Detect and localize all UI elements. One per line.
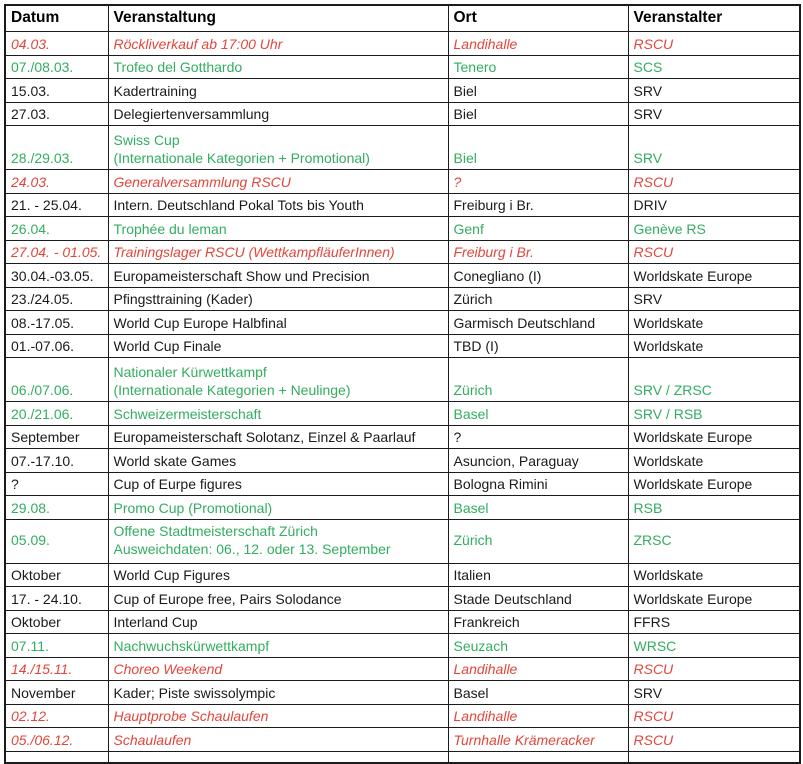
table-row — [5, 610, 800, 634]
cell-veranstaltung — [108, 287, 448, 311]
cell-datum: 06./07.06. — [5, 358, 108, 402]
cell-veranstaltung — [108, 704, 448, 728]
cell-veranstaltung — [108, 472, 448, 496]
table-row — [5, 472, 800, 496]
header-row — [5, 5, 800, 32]
cell-ort: ? — [448, 170, 628, 194]
cell-ort: Frankreich — [448, 610, 628, 634]
cell-datum: 21. - 25.04. — [5, 193, 108, 217]
event-line: World skate Games — [113, 452, 237, 469]
cell-ort: Stade Deutschland — [448, 587, 628, 611]
cell-ort: Basel — [448, 681, 628, 705]
event-line: Europameisterschaft Show und Precision — [113, 267, 370, 284]
cell-datum: 01.-07.06. — [5, 334, 108, 358]
cell-veranstalter: RSCU — [628, 240, 800, 264]
cell-ort: Genf — [448, 217, 628, 241]
event-line: Trainingslager RSCU (WettkampfläuferInnen) — [113, 244, 395, 260]
cell-ort: ? — [448, 425, 628, 449]
cell-veranstaltung — [108, 587, 448, 611]
event-line: Offene Stadtmeisterschaft Zürich — [113, 523, 318, 539]
cell-datum: 05./06.12. — [5, 728, 108, 752]
cell-veranstaltung — [108, 519, 448, 563]
cell-veranstaltung — [108, 358, 448, 402]
cell-datum: ? — [5, 472, 108, 496]
cell-veranstaltung — [108, 334, 448, 358]
cell-veranstaltung — [108, 728, 448, 752]
cell-datum: 29.08. — [5, 496, 108, 520]
cell-veranstalter: SRV / RSB — [628, 402, 800, 426]
event-line: Interland Cup — [113, 614, 198, 630]
cell-veranstalter: RSCU — [628, 704, 800, 728]
table-body — [5, 32, 800, 763]
cell-ort: Italien — [448, 563, 628, 587]
cell-ort: Freiburg i Br. — [448, 193, 628, 217]
cell-datum: 14./15.11. — [5, 657, 108, 681]
table-row — [5, 563, 800, 587]
cell-veranstaltung — [108, 425, 448, 449]
cell-ort: Turnhalle Krämeracker — [448, 728, 628, 752]
event-line: World Cup Europe Halbfinal — [113, 314, 287, 331]
event-line: Intern. Deutschland Pokal Tots bis Youth — [113, 197, 364, 213]
cell-ort: Garmisch Deutschland — [448, 311, 628, 335]
cell-veranstaltung — [108, 311, 448, 335]
cell-veranstaltung — [108, 264, 448, 288]
event-line: Nationaler Kürwettkampf — [113, 364, 267, 380]
table-row — [5, 449, 800, 473]
event-schedule-table — [4, 4, 801, 764]
cell-ort: Landihalle — [448, 32, 628, 56]
cell-ort: Zürich — [448, 358, 628, 402]
event-line: Hauptprobe Schaulaufen — [113, 708, 269, 724]
cell-datum: 05.09. — [5, 519, 108, 563]
cell-datum: 02.12. — [5, 704, 108, 728]
cell-veranstaltung — [108, 449, 448, 473]
table-row — [5, 519, 800, 563]
cell-veranstalter: Worldskate — [628, 449, 800, 473]
table-row — [5, 102, 800, 126]
cell-veranstalter: Worldskate Europe — [628, 587, 800, 611]
cell-veranstalter: SCS — [628, 55, 800, 79]
table-row — [5, 334, 800, 358]
cell-datum: 08.-17.05. — [5, 311, 108, 335]
cell-veranstalter: RSCU — [628, 657, 800, 681]
cell-datum: 17. - 24.10. — [5, 587, 108, 611]
cell-datum: November — [5, 681, 108, 705]
cell-ort: Asuncion, Paraguay — [448, 449, 628, 473]
table-row — [5, 634, 800, 658]
cell-datum: 27.03. — [5, 102, 108, 126]
cell-veranstalter: RSCU — [628, 32, 800, 56]
table-row — [5, 657, 800, 681]
table-row — [5, 240, 800, 264]
event-line: (Internationale Kategorien + Promotional) — [113, 150, 370, 166]
cell-datum: Oktober — [5, 610, 108, 634]
cell-veranstaltung — [108, 55, 448, 79]
cell-datum: 07./08.03. — [5, 55, 108, 79]
cell-veranstaltung — [108, 126, 448, 170]
cell-ort: Tenero — [448, 55, 628, 79]
column-header-datum: Datum — [5, 5, 108, 32]
cell-datum: 04.03. — [5, 32, 108, 56]
cut-off-cell — [448, 751, 628, 763]
event-line: Röckliverkauf ab 17:00 Uhr — [113, 35, 283, 52]
table-row — [5, 264, 800, 288]
cell-veranstalter: SRV / ZRSC — [628, 358, 800, 402]
cut-off-cell — [628, 751, 800, 763]
event-line: Nachwuchskürwettkampf — [113, 637, 270, 654]
cell-veranstaltung — [108, 681, 448, 705]
event-line: Choreo Weekend — [113, 661, 223, 677]
cell-veranstalter: SRV — [628, 681, 800, 705]
cell-veranstalter: SRV — [628, 126, 800, 170]
table-row — [5, 55, 800, 79]
cell-datum: 20./21.06. — [5, 402, 108, 426]
event-line: Trophée du leman — [113, 220, 227, 237]
event-line: Schaulaufen — [113, 731, 192, 748]
event-line: Europameisterschaft Solotanz, Einzel & Paarlauf — [113, 429, 416, 445]
cell-datum: 07.-17.10. — [5, 449, 108, 473]
cell-ort: Landihalle — [448, 704, 628, 728]
event-line: Ausweichdaten: 06., 12. oder 13. September — [113, 541, 391, 557]
cell-datum: 28./29.03. — [5, 126, 108, 170]
cell-datum: 30.04.-03.05. — [5, 264, 108, 288]
event-line: Promo Cup (Promotional) — [113, 499, 273, 516]
cell-veranstaltung — [108, 32, 448, 56]
event-line: Trofeo del Gotthardo — [113, 59, 243, 75]
cell-veranstalter: SRV — [628, 79, 800, 103]
cell-datum: 23./24.05. — [5, 287, 108, 311]
event-line: Swiss Cup — [113, 132, 180, 148]
cell-veranstaltung — [108, 634, 448, 658]
table-row — [5, 402, 800, 426]
cell-veranstaltung — [108, 79, 448, 103]
cell-ort: Biel — [448, 79, 628, 103]
cell-datum: September — [5, 425, 108, 449]
cell-ort: Freiburg i Br. — [448, 240, 628, 264]
table-row — [5, 358, 800, 402]
table-row — [5, 496, 800, 520]
table-row — [5, 32, 800, 56]
cell-ort: Seuzach — [448, 634, 628, 658]
cell-veranstaltung — [108, 193, 448, 217]
cell-datum: 26.04. — [5, 217, 108, 241]
event-line: Kader; Piste swissolympic — [113, 684, 276, 701]
column-header-ort: Ort — [448, 5, 628, 32]
cut-off-cell — [108, 751, 448, 763]
cell-ort: Zürich — [448, 287, 628, 311]
cell-veranstalter: SRV — [628, 287, 800, 311]
column-header-veranstalter: Veranstalter — [628, 5, 800, 32]
cell-veranstalter: RSCU — [628, 170, 800, 194]
event-line: World Cup Finale — [113, 338, 222, 354]
event-line: Delegiertenversammlung — [113, 106, 270, 122]
cell-veranstalter: SRV — [628, 102, 800, 126]
table-row — [5, 681, 800, 705]
cell-ort: Landihalle — [448, 657, 628, 681]
table-row — [5, 170, 800, 194]
table-row — [5, 311, 800, 335]
cell-ort: Basel — [448, 402, 628, 426]
cell-veranstalter: Genève RS — [628, 217, 800, 241]
event-line: Schweizermeisterschaft — [113, 405, 262, 422]
cell-veranstaltung — [108, 563, 448, 587]
table-row — [5, 287, 800, 311]
table-row — [5, 193, 800, 217]
cell-veranstaltung — [108, 657, 448, 681]
cell-veranstaltung — [108, 496, 448, 520]
cell-ort: Conegliano (I) — [448, 264, 628, 288]
column-header-veranstaltung: Veranstaltung — [108, 5, 448, 32]
cell-veranstalter: Worldskate — [628, 311, 800, 335]
event-line: Kadertraining — [113, 82, 197, 99]
event-line: (Internationale Kategorien + Neulinge) — [113, 382, 351, 398]
cell-veranstaltung — [108, 217, 448, 241]
cell-veranstaltung — [108, 170, 448, 194]
cell-veranstalter: WRSC — [628, 634, 800, 658]
cell-veranstalter: DRIV — [628, 193, 800, 217]
cell-datum: Oktober — [5, 563, 108, 587]
cell-datum: 15.03. — [5, 79, 108, 103]
event-line: Cup of Europe free, Pairs Solodance — [113, 590, 342, 607]
event-line: World Cup Figures — [113, 567, 230, 583]
cell-datum: 07.11. — [5, 634, 108, 658]
cell-datum: 24.03. — [5, 170, 108, 194]
cut-off-row — [5, 751, 800, 763]
table-row — [5, 425, 800, 449]
cell-veranstaltung — [108, 402, 448, 426]
table-row — [5, 126, 800, 170]
cell-veranstaltung — [108, 240, 448, 264]
event-line: Generalversammlung RSCU — [113, 173, 291, 190]
cell-veranstalter: Worldskate Europe — [628, 472, 800, 496]
cell-veranstalter: Worldskate Europe — [628, 264, 800, 288]
cell-ort: Basel — [448, 496, 628, 520]
table-row — [5, 728, 800, 752]
cell-veranstalter: Worldskate Europe — [628, 425, 800, 449]
cell-ort: TBD (I) — [448, 334, 628, 358]
cell-ort: Biel — [448, 126, 628, 170]
table-row — [5, 217, 800, 241]
table-header — [5, 5, 800, 32]
table-row — [5, 587, 800, 611]
event-line: Cup of Eurpe figures — [113, 476, 242, 492]
cell-ort: Bologna Rimini — [448, 472, 628, 496]
cell-veranstalter: RSB — [628, 496, 800, 520]
cell-veranstaltung — [108, 102, 448, 126]
cell-veranstalter: RSCU — [628, 728, 800, 752]
table-row — [5, 704, 800, 728]
cell-veranstalter: Worldskate — [628, 563, 800, 587]
cell-datum: 27.04. - 01.05. — [5, 240, 108, 264]
cell-veranstalter: FFRS — [628, 610, 800, 634]
cut-off-cell — [5, 751, 108, 763]
event-line: Pfingsttraining (Kader) — [113, 291, 253, 307]
cell-ort: Biel — [448, 102, 628, 126]
cell-veranstalter: Worldskate — [628, 334, 800, 358]
table-row — [5, 79, 800, 103]
cell-veranstaltung — [108, 610, 448, 634]
cell-veranstalter: ZRSC — [628, 519, 800, 563]
cell-ort: Zürich — [448, 519, 628, 563]
